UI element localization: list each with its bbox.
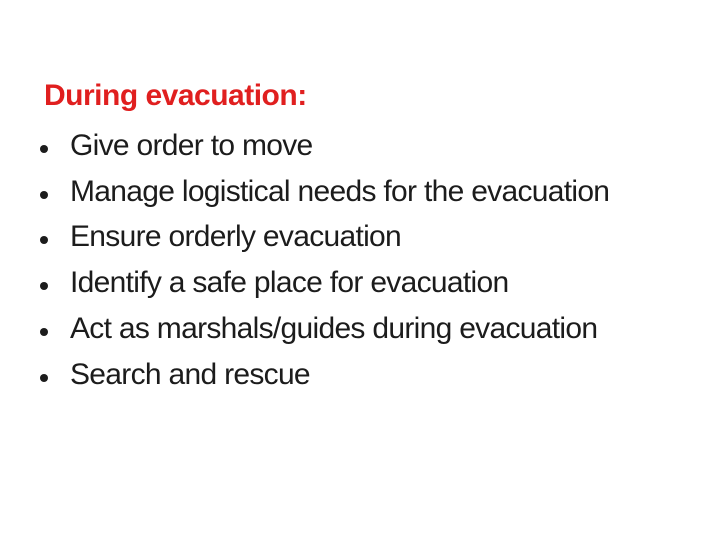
bullet-text: Search and rescue xyxy=(70,357,310,391)
slide-content xyxy=(44,76,684,397)
bullet-text: Identify a safe place for evacuation xyxy=(70,266,509,300)
slide-heading: During evacuation: xyxy=(44,79,307,112)
bullet-text: Act as marshals/guides during evacuation xyxy=(70,311,598,345)
bullet-dot-icon xyxy=(40,236,48,244)
bullet-dot-icon xyxy=(40,191,48,199)
bullet-dot-icon xyxy=(40,145,48,153)
bullet-item xyxy=(44,260,684,306)
bullet-item xyxy=(44,169,684,215)
bullet-dot-icon xyxy=(40,374,48,382)
bullet-item xyxy=(44,123,684,169)
bullet-text: Ensure orderly evacuation xyxy=(70,220,402,254)
bullet-item xyxy=(44,306,684,352)
bullet-dot-icon xyxy=(40,328,48,336)
bullet-item xyxy=(44,214,684,260)
bullet-dot-icon xyxy=(40,282,48,290)
bullet-text: Manage logistical needs for the evacuation xyxy=(70,174,610,208)
bullet-item xyxy=(44,352,684,398)
bullet-text: Give order to move xyxy=(70,129,313,162)
bullet-list xyxy=(44,123,684,397)
